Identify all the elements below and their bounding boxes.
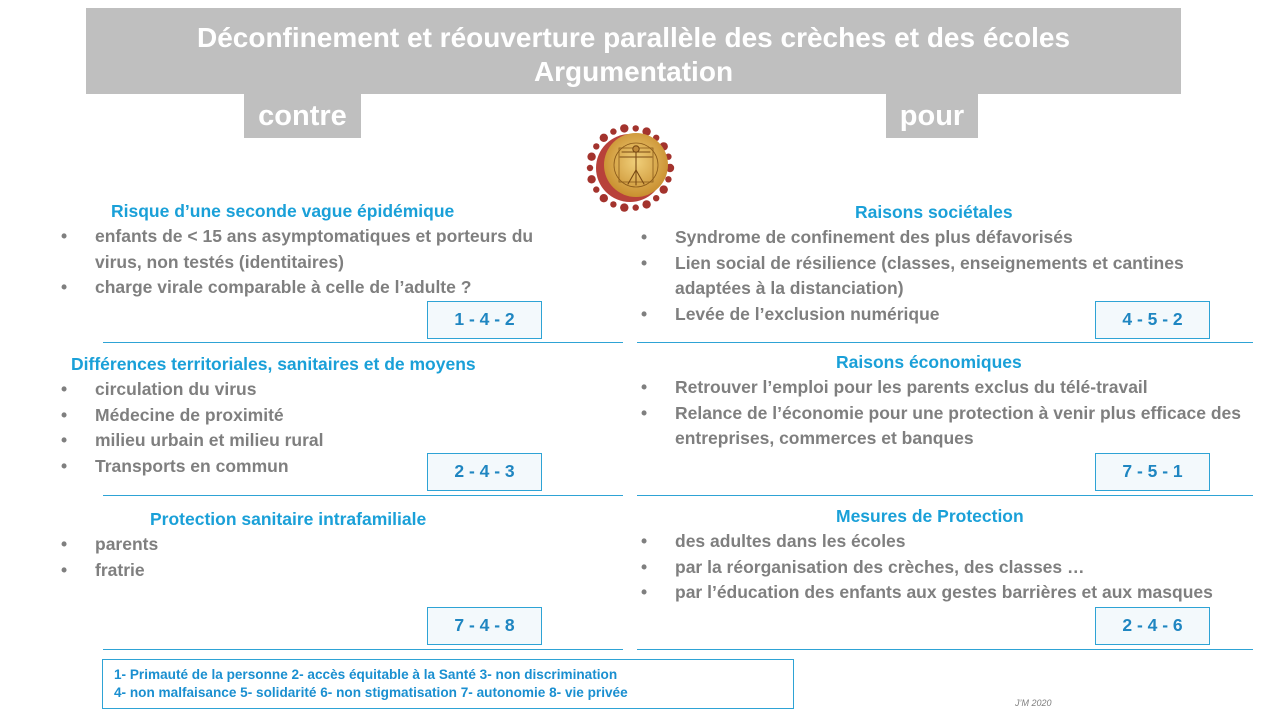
- virus-spike: [600, 194, 608, 202]
- pour-code-2: 7 - 5 - 1: [1095, 453, 1210, 491]
- virus-spike: [610, 201, 616, 207]
- title-line-2: Argumentation: [533, 56, 734, 87]
- list-item: • milieu urbain et milieu rural: [61, 428, 571, 454]
- separator-left-2: [103, 495, 623, 496]
- legend-line-1: 1- Primauté de la personne 2- accès équitable à la Santé 3- non discrimination: [114, 667, 618, 682]
- virus-spike: [633, 204, 639, 210]
- bullet-icon: •: [641, 402, 648, 423]
- contre-heading-1: Risque d’une seconde vague épidémique: [111, 201, 455, 221]
- virus-spike: [620, 203, 628, 211]
- bullet-icon: •: [641, 377, 648, 397]
- bullet-icon: •: [641, 252, 648, 273]
- bullet-icon: •: [641, 531, 648, 551]
- bullet-icon: •: [61, 404, 68, 425]
- list-item: • des adultes dans les écoles: [641, 529, 1241, 555]
- separator-right-1: [637, 342, 1253, 343]
- list-item: • fratrie: [61, 558, 571, 584]
- virus-spike: [660, 185, 668, 193]
- bullet-icon: •: [61, 430, 68, 450]
- bullet-icon: •: [641, 303, 648, 324]
- bullet-icon: •: [61, 379, 68, 399]
- bullet-icon: •: [641, 227, 648, 247]
- separator-left-3: [103, 649, 623, 650]
- virus-vitruvian-image: [574, 120, 686, 216]
- list-item: • Syndrome de confinement des plus défavorisés: [641, 225, 1231, 251]
- contre-tag: contre: [244, 94, 361, 138]
- list-item: • par l’éducation des enfants aux gestes barrières et aux masques: [641, 580, 1241, 606]
- legend-box: [102, 659, 794, 709]
- list-item: • Lien social de résilience (classes, enseignements et cantines adaptées à la distanciation): [641, 252, 1184, 298]
- list-item: • Transports en commun: [61, 454, 571, 480]
- list-item: • parents: [61, 532, 571, 558]
- pour-code-3: 2 - 4 - 6: [1095, 607, 1210, 645]
- virus-spike: [653, 195, 659, 201]
- pour-code-1: 4 - 5 - 2: [1095, 301, 1210, 339]
- bullet-icon: •: [61, 559, 68, 580]
- virus-spike: [620, 124, 628, 132]
- virus-spike: [642, 200, 650, 208]
- separator-right-2: [637, 495, 1253, 496]
- signature: J’M 2020: [1015, 698, 1052, 708]
- virus-spike: [593, 143, 599, 149]
- title-line-1: Déconfinement et réouverture parallèle des crèches et des écoles: [196, 22, 1071, 53]
- contre-code-3: 7 - 4 - 8: [427, 607, 542, 645]
- virus-spike: [633, 125, 639, 131]
- title-banner: [86, 8, 1181, 94]
- bullet-icon: •: [61, 277, 68, 297]
- bullet-icon: •: [61, 534, 68, 554]
- list-item: • Relance de l’économie pour une protection à venir plus efficace des entreprises, commerces et banques: [641, 402, 1241, 448]
- virus-spike: [593, 186, 599, 192]
- virus-spike: [610, 128, 616, 134]
- contre-list-3: [61, 532, 571, 583]
- list-item: • Levée de l’exclusion numérique: [641, 302, 1231, 328]
- list-item: • circulation du virus: [61, 377, 571, 403]
- bullet-icon: •: [61, 226, 68, 246]
- pour-heading-1: Raisons sociétales: [855, 202, 1013, 222]
- list-item: • par la réorganisation des crèches, des classes …: [641, 555, 1241, 581]
- separator-left-1: [103, 342, 623, 343]
- bullet-icon: •: [61, 455, 68, 476]
- pour-list-3: [641, 529, 1241, 606]
- contre-heading-2: Différences territoriales, sanitaires et de moyens: [71, 354, 476, 374]
- virus-spike: [665, 176, 671, 182]
- list-item: • enfants de < 15 ans asymptomatiques et porteurs du virus, non testés (identitaires): [61, 226, 534, 272]
- pour-list-2: [641, 375, 1256, 452]
- virus-spike: [587, 175, 595, 183]
- list-item: • Retrouver l’emploi pour les parents exclus du télé-travail: [641, 375, 1256, 401]
- list-item: • Médecine de proximité: [61, 403, 571, 429]
- virus-spike: [587, 153, 595, 161]
- contre-heading-3: Protection sanitaire intrafamiliale: [150, 509, 427, 529]
- contre-code-1: 1 - 4 - 2: [427, 301, 542, 339]
- pour-heading-2: Raisons économiques: [836, 352, 1022, 372]
- contre-list-1: [61, 224, 571, 301]
- pour-heading-3: Mesures de Protection: [836, 506, 1024, 526]
- pour-tag: pour: [886, 94, 978, 138]
- bullet-icon: •: [641, 582, 648, 602]
- virus-spike: [587, 165, 593, 171]
- separator-right-3: [637, 649, 1253, 650]
- contre-code-2: 2 - 4 - 3: [427, 453, 542, 491]
- bullet-icon: •: [641, 556, 648, 577]
- virus-spike: [600, 134, 608, 142]
- list-item: • charge virale comparable à celle de l’adulte ?: [61, 275, 571, 301]
- legend-line-2: 4- non malfaisance 5- solidarité 6- non stigmatisation 7- autonomie 8- vie privée: [114, 685, 628, 700]
